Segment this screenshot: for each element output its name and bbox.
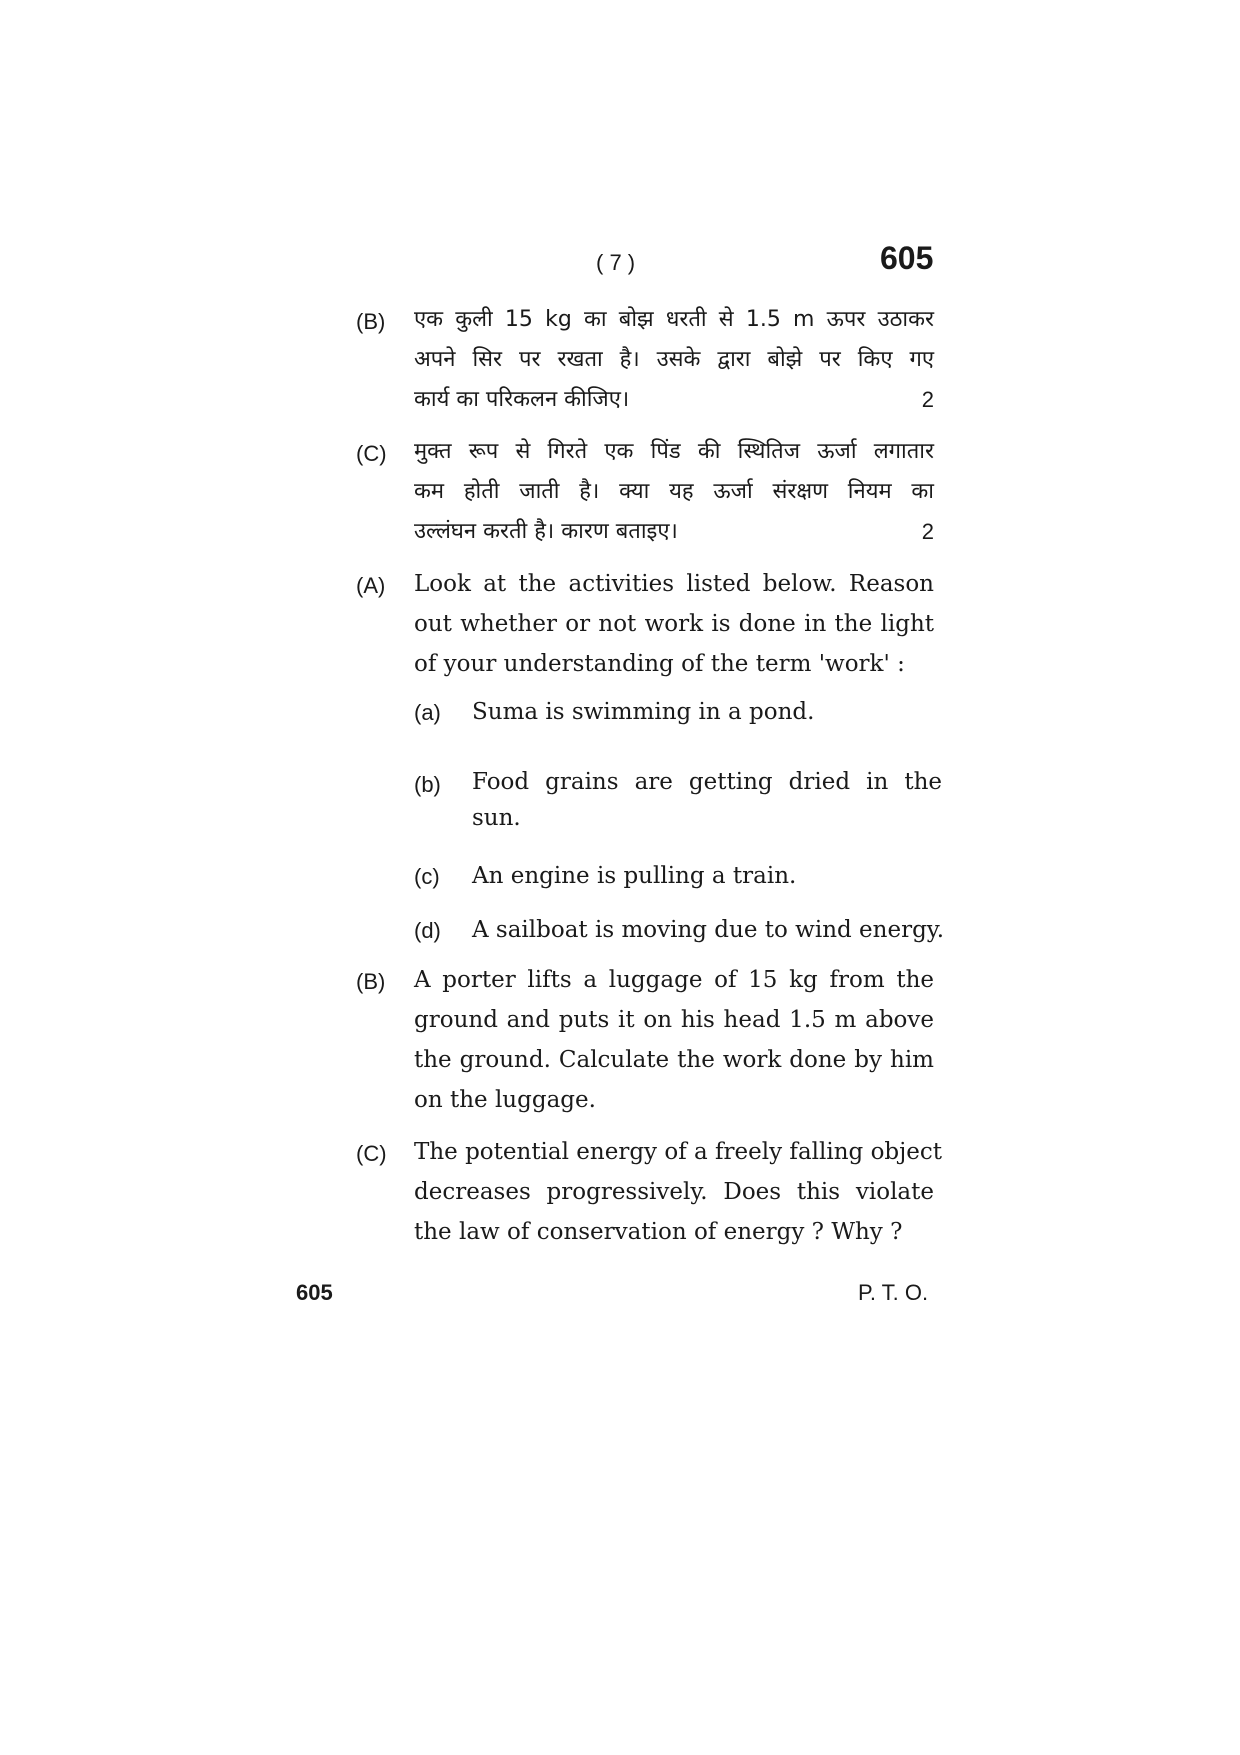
text-line: Food grains are getting dried in the [472, 769, 942, 795]
sub-item-text [472, 764, 942, 836]
text-line: on the luggage. [414, 1087, 596, 1113]
text-line [414, 380, 934, 420]
text-line: A porter lifts a luggage of 15 kg from the [414, 967, 934, 993]
marks: 2 [921, 387, 934, 412]
text-line: अपने सिर पर रखता है। उसके द्वारा बोझे पर किए गए [414, 347, 934, 372]
text-line: out whether or not work is done in the light [414, 611, 934, 637]
text-line: of your understanding of the term 'work' : [414, 651, 905, 677]
text-line: कम होती जाती है। क्या यह ऊर्जा संरक्षण नियम का [414, 479, 934, 504]
question-text [414, 432, 934, 552]
paper-code-footer: 605 [296, 1280, 333, 1305]
text-line: एक कुली 15 kg का बोझ धरती से 1.5 m ऊपर उठाकर [414, 307, 934, 332]
pto-label: P. T. O. [858, 1280, 929, 1305]
text-line: ground and puts it on his head 1.5 m above [414, 1007, 934, 1033]
text-line: Look at the activities listed below. Reason [414, 571, 934, 597]
paper-code-header: 605 [880, 240, 934, 276]
text-line: the law of conservation of energy ? Why ? [414, 1219, 903, 1245]
sub-item-label: (a) [414, 700, 441, 725]
question-label: (A) [356, 573, 386, 598]
sub-item-text [472, 856, 942, 896]
marks: 2 [921, 519, 934, 544]
question-text [414, 960, 934, 1120]
text-line-content: उल्लंघन करती है। कारण बताइए। [414, 519, 678, 544]
text-line: sun. [472, 805, 521, 831]
question-text [414, 564, 934, 684]
sub-item-text [472, 910, 945, 950]
question-label: (C) [356, 1141, 387, 1166]
question-text [414, 1132, 943, 1252]
question-text [414, 300, 934, 420]
text-line [414, 512, 934, 552]
sub-item-label: (b) [414, 772, 441, 797]
text-line-content: कार्य का परिकलन कीजिए। [414, 387, 630, 412]
page-number: ( 7 ) [596, 250, 636, 275]
sub-item-label: (d) [414, 918, 441, 943]
question-label: (C) [356, 441, 387, 466]
sub-item-text [472, 692, 942, 732]
text-line: A sailboat is moving due to wind energy. [472, 917, 945, 943]
text-line: decreases progressively. Does this violate [414, 1179, 934, 1205]
text-line: Suma is swimming in a pond. [472, 699, 815, 725]
text-line: the ground. Calculate the work done by him [414, 1047, 934, 1073]
text-line: The potential energy of a freely falling object [414, 1139, 943, 1165]
question-label: (B) [356, 309, 386, 334]
text-line: An engine is pulling a train. [472, 863, 797, 889]
sub-item-label: (c) [414, 864, 440, 889]
question-label: (B) [356, 969, 386, 994]
text-line: मुक्त रूप से गिरते एक पिंड की स्थितिज ऊर्जा लगातार [414, 439, 934, 464]
